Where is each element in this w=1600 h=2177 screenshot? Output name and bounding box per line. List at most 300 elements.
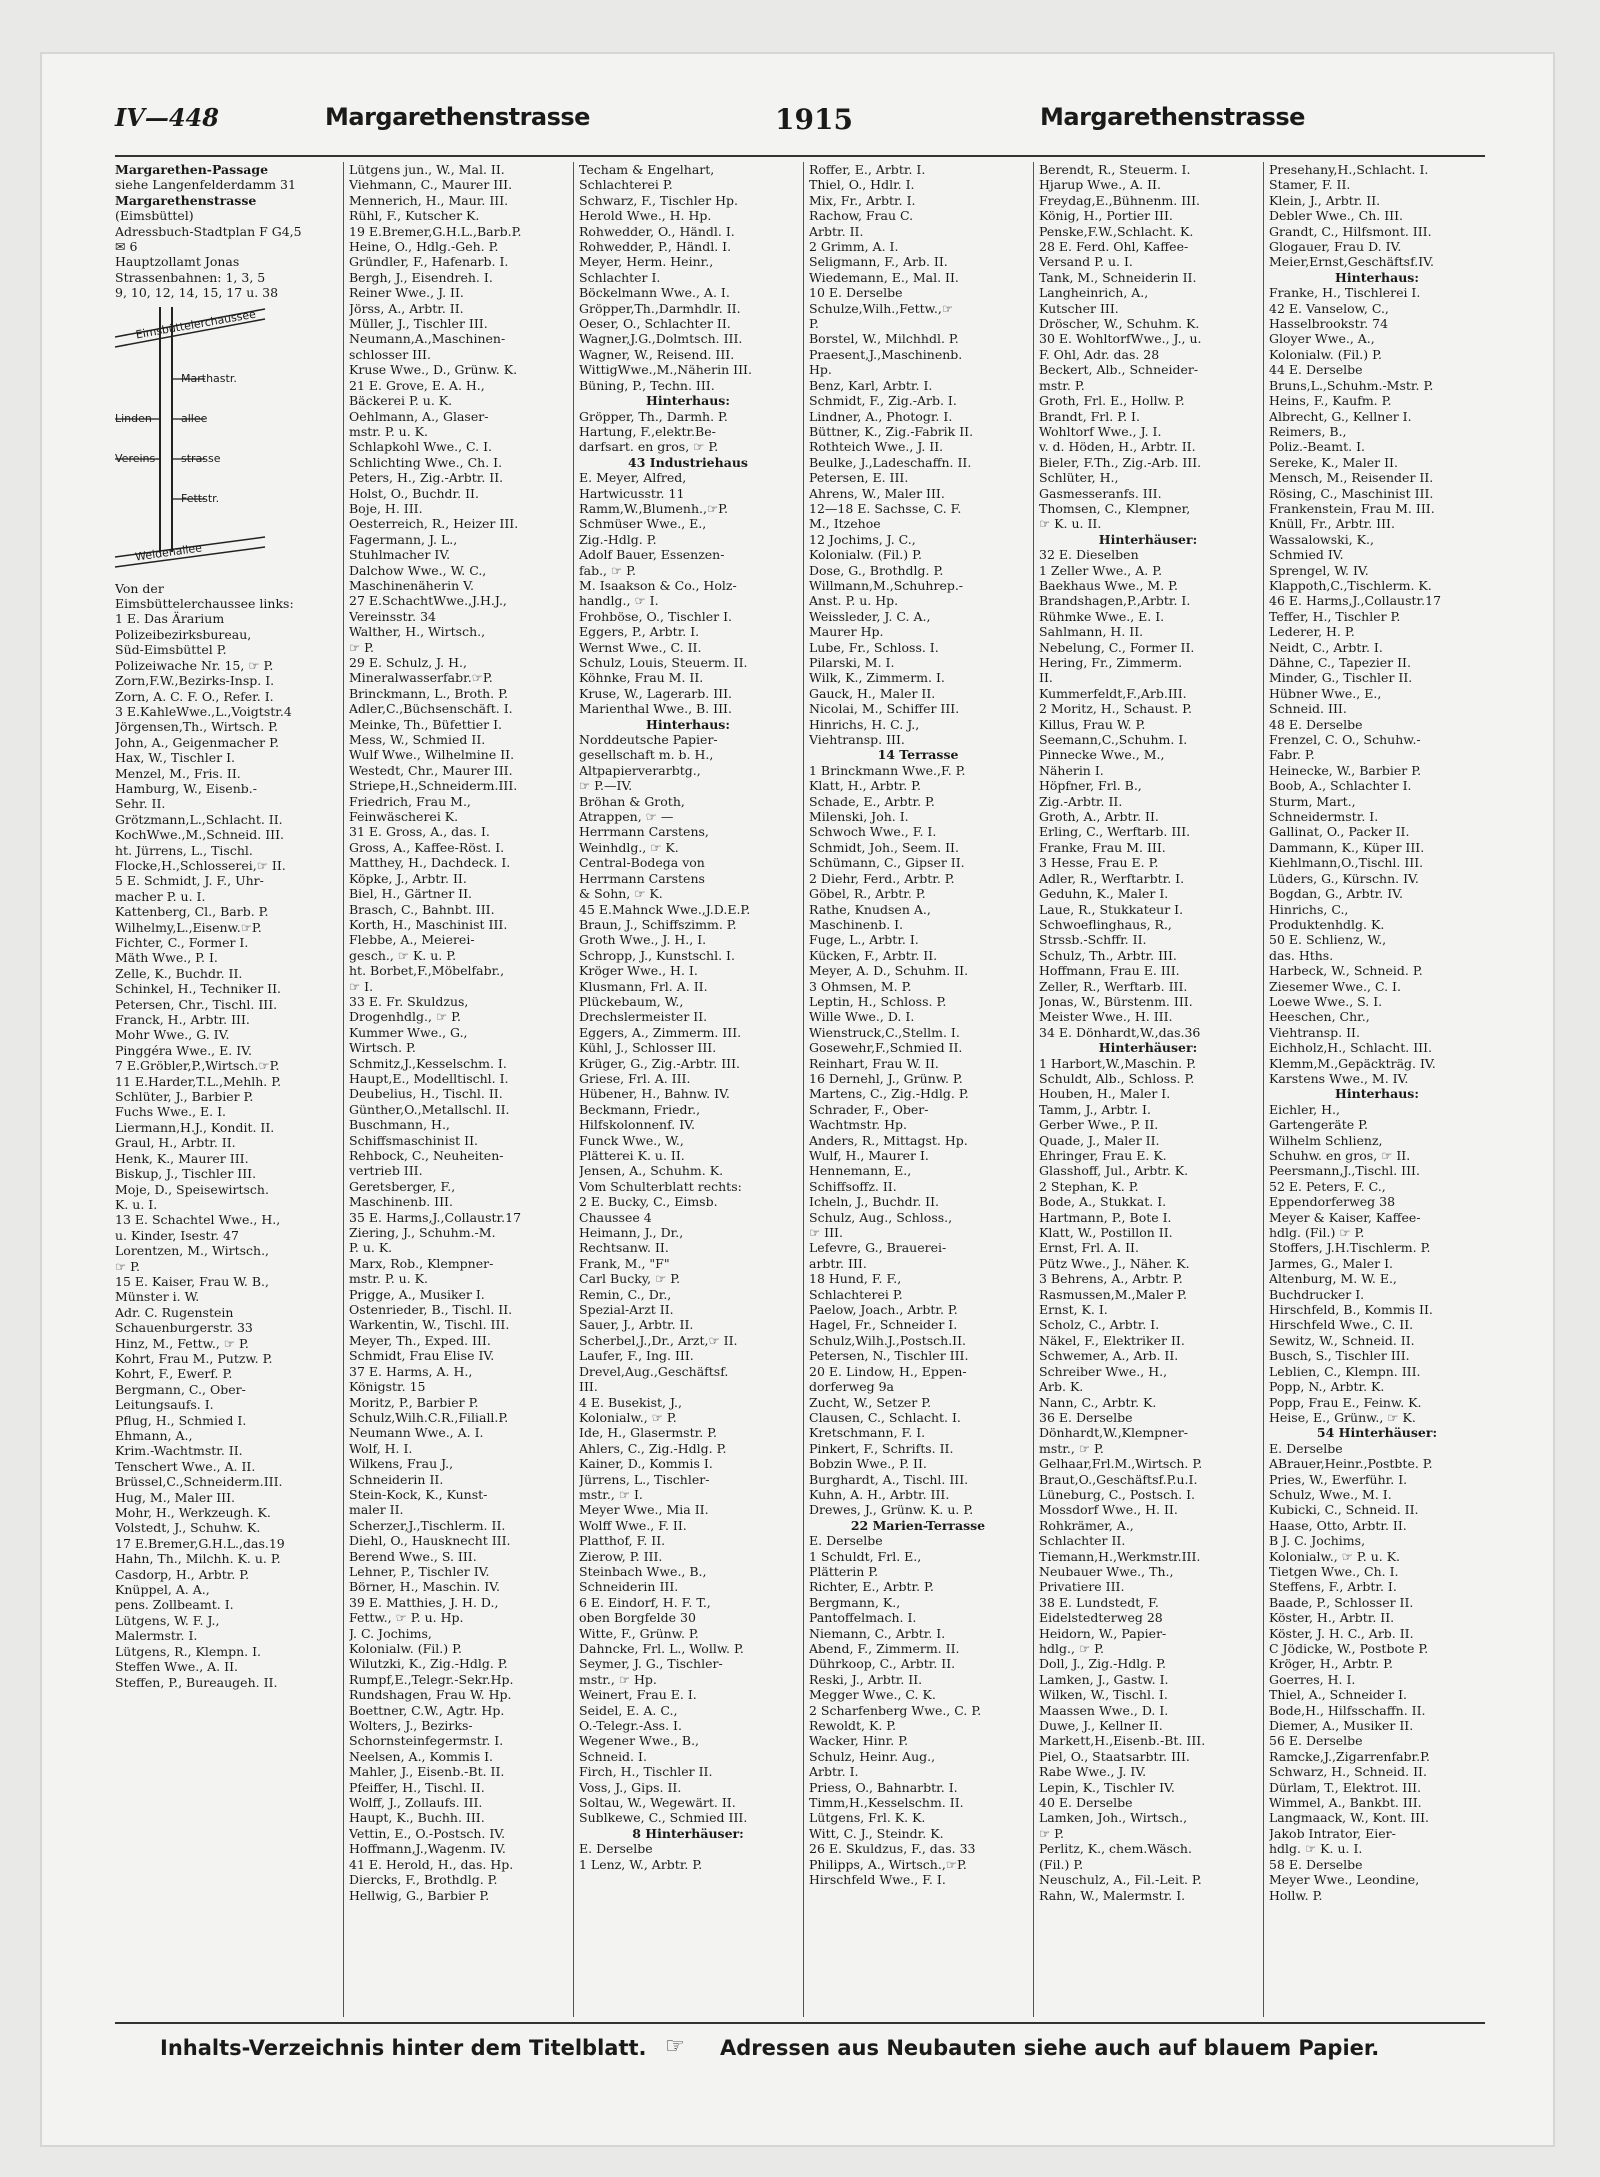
directory-entry: Wilken, W., Tischl. I.	[1039, 1687, 1168, 1703]
directory-entry: Jakob Intrator, Eier-	[1269, 1825, 1396, 1841]
directory-entry: Funck Wwe., W.,	[579, 1132, 684, 1148]
directory-entry: Schneid. I.	[579, 1748, 647, 1764]
directory-entry: Kretschmann, F. I.	[809, 1425, 926, 1441]
directory-entry: Braun, J., Schiffszimm. P.	[579, 916, 737, 932]
directory-entry: mstr., ☞ I.	[579, 1486, 643, 1502]
directory-entry: Stamer, F. II.	[1269, 177, 1351, 193]
directory-entry: Pfeiffer, H., Tischl. II.	[349, 1779, 485, 1795]
directory-entry: Hinrichs, C.,	[1269, 901, 1349, 917]
directory-entry: Dalchow Wwe., W. C.,	[349, 562, 487, 578]
directory-entry: Plückebaum, W.,	[579, 993, 684, 1009]
directory-entry: Kröger, H., Arbtr. P.	[1269, 1656, 1394, 1672]
directory-entry: Scholz, C., Arbtr. I.	[1039, 1317, 1160, 1333]
directory-entry: Sublkewe, C., Schmied III.	[579, 1810, 748, 1826]
directory-entry: Heidorn, W., Papier-	[1039, 1625, 1167, 1641]
directory-entry: Feinwäscherei K.	[349, 809, 459, 825]
directory-entry: Kruse Wwe., D., Grünw. K.	[349, 362, 518, 378]
directory-entry: Freydag,E.,Bühnenm. III.	[1039, 192, 1200, 208]
directory-entry: Ziering, J., Schuhm.-M.	[349, 1225, 496, 1241]
directory-entry: Sauer, J., Arbtr. II.	[579, 1317, 694, 1333]
directory-entry: 6 E. Eindorf, H. F. T.,	[579, 1594, 711, 1610]
directory-entry: Schlüter, J., Barbier P.	[115, 1089, 254, 1105]
directory-entry: Leitungsaufs. I.	[115, 1397, 214, 1413]
directory-entry: Rühl, F., Kutscher K.	[349, 208, 480, 224]
directory-entry: Marx, Rob., Klempner-	[349, 1255, 494, 1271]
directory-entry: Schropp, J., Kunstschl. I.	[579, 947, 735, 963]
directory-entry: Gröpper, Th., Darmh. P.	[579, 408, 728, 424]
directory-entry: Lütgens, R., Klempn. I.	[115, 1643, 262, 1659]
directory-entry: Süd-Eimsbüttel P.	[115, 642, 227, 658]
directory-entry: Perlitz, K., chem.Wäsch.	[1039, 1841, 1192, 1857]
directory-entry: Strssb.-Schffr. II.	[1039, 932, 1147, 948]
directory-entry: Houben, H., Maler I.	[1039, 1086, 1171, 1102]
directory-entry: Bobzin Wwe., P. II.	[809, 1456, 927, 1472]
directory-entry: Tietgen Wwe., Ch. I.	[1269, 1563, 1399, 1579]
directory-entry: Lederer, H. P.	[1269, 624, 1355, 640]
directory-entry: P. u. K.	[349, 1240, 393, 1256]
directory-entry: Lorentzen, M., Wirtsch.,	[115, 1243, 270, 1259]
directory-entry: Hax, W., Tischler I.	[115, 750, 235, 766]
directory-entry: Zig.-Hdlg. P.	[579, 531, 657, 547]
directory-entry: Reiner Wwe., J. II.	[349, 285, 464, 301]
directory-entry: Herrmann Carstens	[579, 870, 705, 886]
directory-entry: Viehmann, C., Maurer III.	[349, 177, 513, 193]
directory-entry: Franke, H., Tischlerei I.	[1269, 285, 1421, 301]
directory-entry: mstr., ☞ P.	[1039, 1440, 1104, 1456]
directory-entry: Haupt,E., Modelltischl. I.	[349, 1070, 509, 1086]
street-diagram-svg	[115, 307, 337, 577]
directory-entry: 32 E. Dieselben	[1039, 547, 1139, 563]
directory-entry: Mensch, M., Reisender II.	[1269, 470, 1434, 486]
directory-entry: E. Derselbe	[809, 1533, 883, 1549]
directory-entry: Korth, H., Maschinist III.	[349, 916, 508, 932]
directory-entry: Hug, M., Maler III.	[115, 1489, 236, 1505]
directory-entry: 39 E. Matthies, J. H. D.,	[349, 1594, 499, 1610]
directory-entry: 18 Hund, F. F.,	[809, 1271, 902, 1287]
directory-entry: Köster, J. H. C., Arb. II.	[1269, 1625, 1414, 1641]
directory-entry: Börner, H., Maschin. IV.	[349, 1579, 500, 1595]
directory-entry: maler II.	[349, 1502, 404, 1518]
directory-entry: Bruns,L.,Schuhm.-Mstr. P.	[1269, 377, 1434, 393]
directory-entry: Meyer, A. D., Schuhm. II.	[809, 963, 969, 979]
directory-entry: Geretsberger, F.,	[349, 1178, 456, 1194]
directory-entry: Beulke, J.,Ladeschaffn. II.	[809, 454, 972, 470]
directory-entry: Schümann, C., Gipser II.	[809, 855, 965, 871]
directory-entry: Kröger Wwe., H. I.	[579, 963, 698, 979]
directory-entry: Wienstruck,C.,Stellm. I.	[809, 1024, 960, 1040]
directory-entry: siehe Langenfelderdamm 31	[115, 177, 296, 193]
directory-entry: Schneid. III.	[1269, 701, 1347, 717]
directory-entry: Köhnke, Frau M. II.	[579, 670, 704, 686]
directory-entry: ☞ K. u. II.	[1039, 516, 1102, 532]
directory-entry: Wagner, W., Reisend. III.	[579, 346, 735, 362]
directory-entry: Quade, J., Maler II.	[1039, 1132, 1160, 1148]
directory-entry: Heeschen, Chr.,	[1269, 1009, 1370, 1025]
directory-entry: Kolonialw., ☞ P. u. K.	[1269, 1548, 1400, 1564]
directory-entry: 44 E. Derselbe	[1269, 362, 1363, 378]
directory-entry: 1 Brinckmann Wwe.,F. P.	[809, 762, 966, 778]
directory-entry: Lütgens jun., W., Mal. II.	[349, 162, 505, 177]
directory-entry: Rathe, Knudsen A.,	[809, 901, 931, 917]
directory-entry: Schrader, F., Ober-	[809, 1101, 929, 1117]
directory-entry: 16 Dernehl, J., Grünw. P.	[809, 1070, 963, 1086]
directory-entry: Pantoffelmach. I.	[809, 1610, 917, 1626]
directory-entry: Lütgens, Frl. K. K.	[809, 1810, 926, 1826]
directory-entry: Schwarz, F., Tischler Hp.	[579, 192, 738, 208]
directory-entry: Henk, K., Maurer III.	[115, 1150, 249, 1166]
directory-entry: Witte, F., Grünw. P.	[579, 1625, 699, 1641]
directory-entry: Kiehlmann,O.,Tischl. III.	[1269, 855, 1424, 871]
directory-entry: 54 Hinterhäuser:	[1316, 1425, 1438, 1441]
directory-entry: Schauenburgerstr. 33	[115, 1320, 253, 1336]
directory-entry: Schlichting Wwe., Ch. I.	[349, 454, 503, 470]
directory-entry: Weissleder, J. C. A.,	[809, 608, 931, 624]
directory-entry: Westedt, Chr., Maurer III.	[349, 762, 513, 778]
directory-entry: Kohrt, F., Ewerf. P.	[115, 1366, 233, 1382]
directory-entry: KochWwe.,M.,Schneid. III.	[115, 827, 285, 843]
directory-entry: Paelow, Joach., Arbtr. P.	[809, 1302, 958, 1318]
directory-entry: Schwoch Wwe., F. I.	[809, 824, 937, 840]
directory-entry: Kattenberg, Cl., Barb. P.	[115, 904, 269, 920]
directory-entry: Maschinenäherin V.	[349, 577, 474, 593]
directory-entry: ✉ 6	[115, 239, 138, 255]
street-heading-block	[115, 162, 337, 301]
directory-entry: Mohr, H., Werkzeugh. K.	[115, 1505, 271, 1521]
directory-entry: Tenschert Wwe., A. II.	[115, 1458, 256, 1474]
directory-entry: Reimers, B.,	[1269, 423, 1347, 439]
directory-entry: Beckmann, Friedr.,	[579, 1101, 701, 1117]
directory-entry: Scherbel,J.,Dr., Arzt,☞ II.	[579, 1332, 738, 1348]
directory-entry: Böckelmann Wwe., A. I.	[579, 285, 730, 301]
column-3	[579, 162, 797, 2017]
directory-entry: ☞ III.	[809, 1225, 843, 1241]
directory-entry: 2 Grimm, A. I.	[809, 239, 899, 255]
directory-entry: Grötzmann,L.,Schlacht. II.	[115, 811, 283, 827]
directory-entry: Näherin I.	[1039, 762, 1104, 778]
directory-entry: C Jödicke, W., Postbote P.	[1269, 1641, 1429, 1656]
directory-entry: Dahncke, Frl. L., Wollw. P.	[579, 1641, 744, 1656]
directory-entry: Eimsbüttelerchaussee links:	[115, 596, 294, 612]
directory-entry: Priess, O., Bahnarbtr. I.	[809, 1779, 958, 1795]
directory-entry: Hamburg, W., Eisenb.-	[115, 780, 257, 796]
directory-entry: Ehmann, A.,	[115, 1428, 193, 1443]
directory-entry: Bäckerei P. u. K.	[349, 393, 453, 409]
directory-entry: Schlachterei P.	[579, 177, 673, 193]
directory-entry: Schinkel, H., Techniker II.	[115, 981, 282, 997]
directory-entry: 38 E. Lundstedt, F.	[1039, 1594, 1159, 1610]
directory-entry: Berend Wwe., S. III.	[349, 1548, 477, 1564]
directory-entry: Dürlam, T., Elektrot. III.	[1269, 1779, 1422, 1795]
directory-entry: fab., ☞ P.	[579, 562, 637, 578]
directory-entry: Atrappen, ☞ —	[579, 809, 674, 825]
directory-entry: Meyer, Th., Exped. III.	[349, 1332, 491, 1348]
directory-entry: Bogdan, G., Arbtr. IV.	[1269, 886, 1403, 902]
directory-entry: Polizeibezirksbureau,	[115, 626, 252, 642]
column-divider	[1263, 162, 1264, 2017]
directory-entry: Baade, P., Schlosser II.	[1269, 1594, 1414, 1610]
directory-entry: Hinterhäuser:	[1098, 531, 1198, 547]
directory-entry: Borstel, W., Milchhdl. P.	[809, 331, 959, 347]
diagram-label-vereins: Vereins-	[115, 451, 160, 465]
directory-entry: Hagel, Fr., Schneider I.	[809, 1317, 958, 1333]
directory-entry: Baekhaus Wwe., M. P.	[1039, 577, 1179, 593]
directory-entry: Doll, J., Zig.-Hdlg. P.	[1039, 1656, 1167, 1672]
directory-entry: Meinke, Th., Büfettier I.	[349, 716, 503, 732]
directory-entry: Schulz, Heinr. Aug.,	[809, 1748, 936, 1764]
column-1	[115, 162, 337, 2017]
directory-entry: 2 Scharfenberg Wwe., C. P.	[809, 1702, 982, 1718]
directory-entry: Gauck, H., Maler II.	[809, 685, 936, 701]
directory-entry: Gründler, F., Hafenarb. I.	[349, 254, 509, 270]
directory-entry: Wolters, J., Bezirks-	[349, 1718, 473, 1734]
directory-entry: Eggers, A., Zimmerm. III.	[579, 1024, 742, 1040]
directory-entry: v. d. Höden, H., Arbtr. II.	[1039, 439, 1196, 455]
directory-entry: Busch, S., Tischler III.	[1269, 1348, 1410, 1364]
directory-entry: Presehany,H.,Schlacht. I.	[1269, 162, 1429, 177]
directory-entry: 46 E. Harms,J.,Collaustr.17	[1269, 593, 1442, 609]
directory-entry: K. u. I.	[115, 1196, 158, 1212]
directory-entry: Von der	[115, 580, 164, 596]
directory-entry: Lamken, Joh., Wirtsch.,	[1039, 1810, 1188, 1826]
year: 1915	[775, 103, 853, 136]
directory-entry: Viehtransp. III.	[809, 732, 905, 748]
directory-entry: Brasch, C., Bahnbt. III.	[349, 901, 495, 917]
directory-entry: Schornsteinfegermstr. I.	[349, 1733, 504, 1749]
directory-entry: Laufer, F., Ing. III.	[579, 1348, 694, 1364]
directory-entry: Wolff Wwe., F. II.	[579, 1517, 687, 1533]
directory-entry: Ramm,W.,Blumenh.,☞P.	[579, 500, 729, 516]
directory-entry: Mennerich, H., Maur. III.	[349, 192, 509, 208]
directory-entry: 41 E. Herold, H., das. Hp.	[349, 1856, 514, 1872]
directory-entry: Groth Wwe., J. H., I.	[579, 932, 707, 948]
directory-entry: III.	[579, 1379, 598, 1395]
directory-entry: Gallinat, O., Packer II.	[1269, 824, 1410, 840]
directory-entry: Walther, H., Wirtsch.,	[349, 624, 486, 640]
directory-entry: Liermann,H.J., Kondit. II.	[115, 1119, 275, 1135]
directory-entry: Harbeck, W., Schneid. P.	[1269, 963, 1423, 979]
directory-entry: Karstens Wwe., M. IV.	[1269, 1070, 1409, 1086]
directory-entry: 1 Zeller Wwe., A. P.	[1039, 562, 1163, 578]
directory-entry: Knüppel, A. A.,	[115, 1582, 210, 1598]
directory-entry: Witt, C. J., Steindr. K.	[809, 1825, 944, 1841]
column-divider	[343, 162, 344, 2017]
directory-entry: Kainer, D., Kommis I.	[579, 1456, 713, 1472]
directory-entry: Kuhn, A. H., Arbtr. III.	[809, 1486, 950, 1502]
directory-entry: Steffen, P., Bureaugeh. II.	[115, 1674, 278, 1690]
diagram-label-marthastr: Marthastr.	[181, 371, 237, 385]
directory-entry: Diehl, O., Hausknecht III.	[349, 1533, 511, 1549]
directory-entry: E. Derselbe	[579, 1841, 653, 1857]
directory-entry: Firch, H., Tischler II.	[579, 1764, 713, 1780]
directory-entry: Flocke,H.,Schlosserei,☞ II.	[115, 857, 286, 873]
directory-entry: Techam & Engelhart,	[579, 162, 715, 177]
directory-entry: 9, 10, 12, 14, 15, 17 u. 38	[115, 285, 279, 301]
directory-entry: Gross, A., Kaffee-Röst. I.	[349, 839, 505, 855]
directory-entry: Debler Wwe., Ch. III.	[1269, 208, 1403, 224]
directory-entry: ☞ I.	[349, 978, 374, 994]
directory-entry: Glasshoff, Jul., Arbtr. K.	[1039, 1163, 1189, 1179]
directory-entry: F. Ohl, Adr. das. 28	[1039, 346, 1160, 362]
directory-entry: 1 Harbort,W.,Maschin. P.	[1039, 1055, 1196, 1071]
directory-entry: 3 Behrens, A., Arbtr. P.	[1039, 1271, 1183, 1287]
directory-entry: Arbtr. II.	[809, 223, 864, 239]
column-divider	[803, 162, 804, 2017]
directory-entry: Mäth Wwe., P. I.	[115, 950, 218, 966]
directory-entry: Central-Bodega von	[579, 855, 705, 871]
pointing-hand-icon: ☞	[665, 2034, 685, 2059]
directory-entry: Schiffsoffz. II.	[809, 1178, 897, 1194]
directory-entry: Wohltorf Wwe., J. I.	[1039, 423, 1162, 439]
directory-entry: Arb. K.	[1039, 1379, 1084, 1395]
directory-entry: Schreiber Wwe., H.,	[1039, 1363, 1168, 1379]
directory-entry: Sprengel, W. IV.	[1269, 562, 1369, 578]
directory-entry: Mohr Wwe., G. IV.	[115, 1027, 230, 1043]
directory-entry: Lindner, A., Photogr. I.	[809, 408, 953, 424]
directory-entry: Scherzer,J.,Tischlerm. II.	[349, 1517, 506, 1533]
directory-entry: Zeller, R., Werftarb. III.	[1039, 978, 1188, 994]
directory-entry: Roffer, E., Arbtr. I.	[809, 162, 926, 177]
directory-entry: Anst. P. u. Hp.	[809, 593, 899, 609]
directory-entry: Lepin, K., Tischler IV.	[1039, 1779, 1175, 1795]
directory-entry: pens. Zollbeamt. I.	[115, 1597, 234, 1613]
directory-entry: Boettner, C.W., Agtr. Hp.	[349, 1702, 505, 1718]
directory-entry: Wacker, Hinr. P.	[809, 1733, 909, 1749]
directory-entry: Leptin, H., Schloss. P.	[809, 993, 947, 1009]
directory-entry: Hartwicusstr. 11	[579, 485, 685, 501]
directory-entry: Jarmes, G., Maler I.	[1269, 1255, 1394, 1271]
directory-entry: Bröhan & Groth,	[579, 793, 685, 809]
directory-entry: Schlüter, H.,	[1039, 470, 1119, 486]
directory-entry: Eichler, H.,	[1269, 1101, 1340, 1117]
directory-entry: Wilk, K., Zimmerm. I.	[809, 670, 945, 686]
directory-entry: Wolf, H. I.	[349, 1440, 413, 1456]
directory-entry: Strassenbahnen: 1, 3, 5	[115, 269, 266, 285]
directory-entry: Langheinrich, A.,	[1039, 285, 1149, 301]
directory-entry: Goerres, H. I.	[1269, 1671, 1356, 1687]
directory-entry: Friedrich, Frau M.,	[349, 793, 471, 809]
directory-entry: Maurer Hp.	[809, 624, 884, 640]
directory-entry: Moje, D., Speisewirtsch.	[115, 1181, 269, 1197]
directory-entry: Seligmann, F., Arb. II.	[809, 254, 948, 270]
directory-entry: mstr. P.	[1039, 377, 1085, 393]
directory-entry: Pflug, H., Schmied I.	[115, 1412, 247, 1428]
directory-entry: Plätterei K. u. II.	[579, 1148, 685, 1163]
directory-entry: Haase, Otto, Arbtr. II.	[1269, 1517, 1407, 1533]
footer-rule	[115, 2022, 1485, 2024]
directory-entry: 29 E. Schulz, J. H.,	[349, 655, 467, 670]
directory-entry: Gartengeräte P.	[1269, 1117, 1368, 1133]
directory-entry: Dähne, C., Tapezier II.	[1269, 655, 1411, 670]
directory-entry: Niemann, C., Arbtr. I.	[809, 1625, 946, 1641]
running-title-right: Margarethenstrasse	[1040, 103, 1305, 131]
directory-entry: Wulf Wwe., Wilhelmine II.	[349, 747, 515, 763]
directory-entry: Beckert, Alb., Schneider-	[1039, 362, 1199, 378]
directory-entry: Meister Wwe., H. III.	[1039, 1009, 1173, 1025]
directory-entry: Wilkens, Frau J.,	[349, 1456, 454, 1472]
directory-entry: Boob, A., Schlachter I.	[1269, 778, 1412, 794]
directory-entry: Neidt, C., Arbtr. I.	[1269, 639, 1383, 655]
directory-entry: dorferweg 9a	[809, 1379, 894, 1395]
directory-entry: Münster i. W.	[115, 1289, 200, 1305]
directory-entry: Neumann,A.,Maschinen-	[349, 331, 506, 347]
directory-entry: Icheln, J., Buchdr. II.	[809, 1194, 940, 1210]
directory-entry: Schlachter I.	[579, 269, 661, 285]
directory-entry: Gasmesseranfs. III.	[1039, 485, 1162, 501]
directory-entry: O.-Telegr.-Ass. I.	[579, 1718, 682, 1734]
header-rule	[115, 155, 1485, 157]
directory-entry: Hp.	[809, 362, 832, 378]
directory-entry: Drevel,Aug.,Geschäftsf.	[579, 1363, 729, 1379]
directory-entry: Meyer Wwe., Mia II.	[579, 1502, 709, 1518]
footer-index-note: Inhalts-Verzeichnis hinter dem Titelblatt.	[160, 2036, 647, 2060]
directory-entry: Wille Wwe., D. I.	[809, 1009, 915, 1025]
directory-entry: Brandt, Frl. P. I.	[1039, 408, 1140, 424]
directory-entry: 3 E.KahleWwe.,L.,Voigtstr.4	[115, 703, 292, 719]
directory-entry: Lehner, P., Tischler IV.	[349, 1563, 490, 1579]
directory-entry: Hennemann, E.,	[809, 1163, 912, 1179]
directory-entry: Hinterhaus:	[646, 393, 730, 409]
directory-entry: Reski, J., Arbtr. II.	[809, 1671, 923, 1687]
directory-entry: Rothteich Wwe., J. II.	[809, 439, 944, 455]
directory-entry: Hauptzollamt Jonas	[115, 254, 240, 270]
directory-entry: Diercks, F., Brothdlg. P.	[349, 1872, 498, 1888]
directory-entry: Geduhn, K., Maler I.	[1039, 886, 1169, 902]
directory-entry: Groth, A., Arbtr. II.	[1039, 809, 1159, 825]
directory-entry: Rachow, Frau C.	[809, 208, 914, 224]
directory-entry: Heimann, J., Dr.,	[579, 1225, 684, 1241]
directory-entry: Wachtmstr. Hp.	[809, 1117, 908, 1133]
directory-entry: Rösing, C., Maschinist III.	[1269, 485, 1434, 501]
directory-entry: Weinhdlg., ☞ K.	[579, 839, 679, 855]
directory-entry: Höpfner, Frl. B.,	[1039, 778, 1142, 794]
directory-entry: Gröpper,Th.,Darmhdlr. II.	[579, 300, 741, 316]
directory-entry: 12—18 E. Sachsse, C. F.	[809, 500, 962, 516]
directory-entry: Hübener, H., Bahnw. IV.	[579, 1086, 730, 1102]
directory-entry: Göbel, R., Arbtr. P.	[809, 886, 926, 902]
directory-entry: Spezial-Arzt II.	[579, 1302, 674, 1318]
directory-entry: Hilfskolonnenf. IV.	[579, 1117, 695, 1133]
directory-entry: Mahler, J., Eisenb.-Bt. II.	[349, 1764, 505, 1780]
directory-entry: (Eimsbüttel)	[115, 208, 194, 224]
directory-entry: Weinert, Frau E. I.	[579, 1687, 697, 1703]
page-footer	[160, 2030, 1460, 2070]
directory-entry: 30 E. WohltorfWwe., J., u.	[1039, 331, 1202, 347]
directory-entry: Kolonialw. (Fil.) P.	[349, 1641, 462, 1656]
directory-entry: Fabr. P.	[1269, 747, 1315, 763]
directory-entry: Malermstr. I.	[115, 1628, 198, 1644]
directory-entry: Vettin, E., O.-Postsch. IV.	[349, 1825, 506, 1841]
directory-entry: Erling, C., Werftarb. III.	[1039, 824, 1191, 840]
directory-entry: Hahn, Th., Milchh. K. u. P.	[115, 1551, 281, 1567]
directory-entry: mstr. P. u. K.	[349, 1271, 428, 1287]
directory-entry: Grandt, C., Hilfsmont. III.	[1269, 223, 1432, 239]
directory-entry: Franck, H., Arbtr. III.	[115, 1012, 250, 1028]
directory-entry: Meyer Wwe., Leondine,	[1269, 1872, 1420, 1888]
directory-entry: Duwe, J., Kellner II.	[1039, 1718, 1163, 1734]
directory-entry: Dröscher, W., Schuhm. K.	[1039, 316, 1200, 332]
directory-entry: Wilhelmy,L.,Eisenw.☞P.	[115, 919, 262, 935]
directory-entry: Buschmann, H.,	[349, 1117, 450, 1133]
directory-entry: Näkel, F., Elektriker II.	[1039, 1332, 1185, 1348]
directory-entry: P.	[809, 316, 819, 332]
directory-entry: Langmaack, W., Kont. III.	[1269, 1810, 1430, 1826]
directory-entry: Teffer, H., Tischler P.	[1269, 608, 1401, 624]
directory-entry: Thiel, A., Schneider I.	[1269, 1687, 1407, 1703]
directory-entry: Herold Wwe., H. Hp.	[579, 208, 712, 224]
directory-entry: Richter, E., Arbtr. P.	[809, 1579, 934, 1595]
directory-entry: Gerber Wwe., P. II.	[1039, 1117, 1159, 1133]
directory-entry: Schlachterei P.	[809, 1286, 903, 1302]
